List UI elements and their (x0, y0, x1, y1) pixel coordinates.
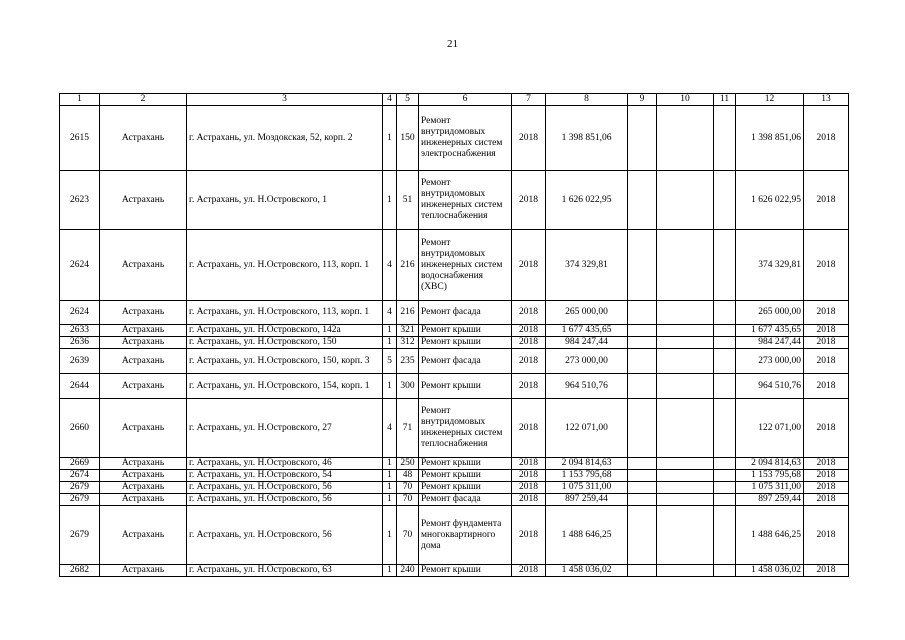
cell-col-10 (657, 301, 714, 325)
cell-year-start: 2018 (512, 325, 546, 337)
cell-number: 2660 (60, 399, 100, 458)
cell-year-end: 2018 (804, 470, 849, 482)
cell-work-type: Ремонт крыши (419, 458, 512, 470)
cell-locality: Астрахань (100, 458, 187, 470)
cell-col-11 (714, 230, 736, 301)
column-header: 7 (512, 94, 546, 106)
cell-units: 321 (397, 325, 419, 337)
cell-col-9 (628, 506, 657, 565)
cell-address: г. Астрахань, ул. Н.Островского, 56 (187, 482, 383, 494)
cell-cost-total: 122 071,00 (546, 399, 628, 458)
cell-col-9 (628, 230, 657, 301)
register-table (59, 93, 849, 577)
cell-floors: 1 (383, 106, 397, 171)
cell-cost-total: 1 677 435,65 (546, 325, 628, 337)
cell-year-end: 2018 (804, 349, 849, 374)
cell-cost-total: 273 000,00 (546, 349, 628, 374)
cell-locality: Астрахань (100, 349, 187, 374)
cell-number: 2679 (60, 494, 100, 506)
column-header: 10 (657, 94, 714, 106)
cell-cost-fund: 2 094 814,63 (736, 458, 804, 470)
cell-col-11 (714, 106, 736, 171)
cell-col-9 (628, 399, 657, 458)
cell-floors: 4 (383, 399, 397, 458)
cell-locality: Астрахань (100, 301, 187, 325)
cell-col-10 (657, 494, 714, 506)
cell-work-type: Ремонт крыши (419, 337, 512, 349)
cell-col-11 (714, 171, 736, 230)
cell-units: 70 (397, 482, 419, 494)
cell-address: г. Астрахань, ул. Н.Островского, 113, корп. 1 (187, 230, 383, 301)
cell-col-9 (628, 106, 657, 171)
column-header: 8 (546, 94, 628, 106)
table-row (60, 301, 849, 325)
cell-units: 70 (397, 506, 419, 565)
cell-year-end: 2018 (804, 494, 849, 506)
cell-locality: Астрахань (100, 106, 187, 171)
cell-work-type: Ремонт внутридомовых инженерных систем электроснабжения (419, 106, 512, 171)
cell-year-start: 2018 (512, 458, 546, 470)
cell-col-9 (628, 470, 657, 482)
cell-work-type: Ремонт фасада (419, 494, 512, 506)
cell-col-9 (628, 494, 657, 506)
cell-col-9 (628, 565, 657, 577)
cell-floors: 5 (383, 349, 397, 374)
cell-units: 240 (397, 565, 419, 577)
cell-col-11 (714, 494, 736, 506)
cell-col-9 (628, 171, 657, 230)
cell-col-10 (657, 399, 714, 458)
cell-col-11 (714, 506, 736, 565)
cell-year-start: 2018 (512, 106, 546, 171)
table-row (60, 337, 849, 349)
cell-floors: 1 (383, 506, 397, 565)
cell-year-end: 2018 (804, 374, 849, 399)
cell-floors: 1 (383, 374, 397, 399)
cell-address: г. Астрахань, ул. Н.Островского, 46 (187, 458, 383, 470)
cell-col-11 (714, 301, 736, 325)
cell-cost-fund: 1 458 036,02 (736, 565, 804, 577)
cell-col-10 (657, 349, 714, 374)
table-row (60, 230, 849, 301)
cell-year-start: 2018 (512, 399, 546, 458)
cell-address: г. Астрахань, ул. Н.Островского, 150, корп. 3 (187, 349, 383, 374)
cell-year-start: 2018 (512, 470, 546, 482)
table-row (60, 565, 849, 577)
cell-units: 150 (397, 106, 419, 171)
cell-address: г. Астрахань, ул. Н.Островского, 56 (187, 506, 383, 565)
cell-year-start: 2018 (512, 230, 546, 301)
cell-floors: 4 (383, 230, 397, 301)
cell-year-end: 2018 (804, 230, 849, 301)
cell-cost-total: 1 075 311,00 (546, 482, 628, 494)
cell-address: г. Астрахань, ул. Н.Островского, 1 (187, 171, 383, 230)
cell-cost-total: 1 153 795,68 (546, 470, 628, 482)
cell-col-10 (657, 374, 714, 399)
cell-units: 70 (397, 494, 419, 506)
cell-address: г. Астрахань, ул. Н.Островского, 63 (187, 565, 383, 577)
cell-address: г. Астрахань, ул. Н.Островского, 56 (187, 494, 383, 506)
cell-year-end: 2018 (804, 565, 849, 577)
page-number: 21 (447, 38, 458, 50)
cell-cost-fund: 1 075 311,00 (736, 482, 804, 494)
cell-col-11 (714, 337, 736, 349)
cell-floors: 1 (383, 494, 397, 506)
cell-number: 2623 (60, 171, 100, 230)
cell-number: 2639 (60, 349, 100, 374)
cell-number: 2624 (60, 301, 100, 325)
cell-locality: Астрахань (100, 230, 187, 301)
cell-col-11 (714, 374, 736, 399)
cell-cost-total: 897 259,44 (546, 494, 628, 506)
cell-col-11 (714, 325, 736, 337)
cell-number: 2615 (60, 106, 100, 171)
cell-col-11 (714, 399, 736, 458)
cell-number: 2636 (60, 337, 100, 349)
cell-work-type: Ремонт крыши (419, 482, 512, 494)
cell-col-10 (657, 171, 714, 230)
cell-cost-fund: 1 626 022,95 (736, 171, 804, 230)
cell-col-10 (657, 506, 714, 565)
cell-work-type: Ремонт фундамента многоквартирного дома (419, 506, 512, 565)
cell-col-11 (714, 458, 736, 470)
cell-col-11 (714, 349, 736, 374)
cell-col-10 (657, 106, 714, 171)
cell-year-start: 2018 (512, 506, 546, 565)
cell-address: г. Астрахань, ул. Н.Островского, 27 (187, 399, 383, 458)
cell-units: 48 (397, 470, 419, 482)
cell-cost-fund: 1 398 851,06 (736, 106, 804, 171)
cell-floors: 1 (383, 325, 397, 337)
cell-locality: Астрахань (100, 494, 187, 506)
cell-work-type: Ремонт крыши (419, 374, 512, 399)
cell-col-10 (657, 565, 714, 577)
column-header: 2 (100, 94, 187, 106)
cell-locality: Астрахань (100, 506, 187, 565)
cell-address: г. Астрахань, ул. Моздокская, 52, корп. 2 (187, 106, 383, 171)
cell-year-end: 2018 (804, 171, 849, 230)
cell-floors: 1 (383, 565, 397, 577)
cell-address: г. Астрахань, ул. Н.Островского, 150 (187, 337, 383, 349)
cell-year-end: 2018 (804, 337, 849, 349)
cell-year-start: 2018 (512, 301, 546, 325)
cell-col-10 (657, 458, 714, 470)
table-row (60, 106, 849, 171)
cell-units: 51 (397, 171, 419, 230)
cell-cost-total: 1 458 036,02 (546, 565, 628, 577)
table-row (60, 171, 849, 230)
cell-col-11 (714, 482, 736, 494)
table-row (60, 349, 849, 374)
table-row (60, 399, 849, 458)
cell-cost-fund: 1 677 435,65 (736, 325, 804, 337)
column-header: 3 (187, 94, 383, 106)
table-row (60, 494, 849, 506)
cell-number: 2679 (60, 506, 100, 565)
cell-col-9 (628, 349, 657, 374)
table-row (60, 506, 849, 565)
cell-year-start: 2018 (512, 374, 546, 399)
cell-col-9 (628, 325, 657, 337)
table-row (60, 374, 849, 399)
cell-locality: Астрахань (100, 470, 187, 482)
cell-cost-fund: 374 329,81 (736, 230, 804, 301)
cell-year-start: 2018 (512, 565, 546, 577)
cell-address: г. Астрахань, ул. Н.Островского, 113, корп. 1 (187, 301, 383, 325)
cell-cost-total: 2 094 814,63 (546, 458, 628, 470)
cell-cost-fund: 273 000,00 (736, 349, 804, 374)
cell-work-type: Ремонт внутридомовых инженерных систем теплоснабжения (419, 171, 512, 230)
cell-year-end: 2018 (804, 399, 849, 458)
cell-cost-total: 1 626 022,95 (546, 171, 628, 230)
cell-col-11 (714, 565, 736, 577)
column-header: 1 (60, 94, 100, 106)
cell-floors: 1 (383, 458, 397, 470)
cell-locality: Астрахань (100, 325, 187, 337)
column-header: 9 (628, 94, 657, 106)
cell-cost-total: 984 247,44 (546, 337, 628, 349)
column-header: 5 (397, 94, 419, 106)
table-row (60, 470, 849, 482)
cell-col-10 (657, 337, 714, 349)
cell-number: 2633 (60, 325, 100, 337)
cell-locality: Астрахань (100, 482, 187, 494)
cell-year-end: 2018 (804, 482, 849, 494)
cell-col-9 (628, 458, 657, 470)
cell-year-end: 2018 (804, 458, 849, 470)
cell-col-10 (657, 482, 714, 494)
cell-cost-fund: 964 510,76 (736, 374, 804, 399)
cell-cost-fund: 897 259,44 (736, 494, 804, 506)
cell-work-type: Ремонт фасада (419, 301, 512, 325)
cell-locality: Астрахань (100, 565, 187, 577)
cell-number: 2624 (60, 230, 100, 301)
cell-col-9 (628, 482, 657, 494)
cell-locality: Астрахань (100, 171, 187, 230)
cell-floors: 1 (383, 171, 397, 230)
cell-col-10 (657, 325, 714, 337)
cell-year-end: 2018 (804, 106, 849, 171)
header-row (60, 94, 849, 106)
cell-cost-fund: 265 000,00 (736, 301, 804, 325)
cell-year-start: 2018 (512, 349, 546, 374)
cell-floors: 1 (383, 470, 397, 482)
cell-col-9 (628, 301, 657, 325)
cell-cost-fund: 122 071,00 (736, 399, 804, 458)
cell-work-type: Ремонт внутридомовых инженерных систем водоснабжения (ХВС) (419, 230, 512, 301)
cell-col-9 (628, 374, 657, 399)
cell-floors: 1 (383, 337, 397, 349)
cell-number: 2644 (60, 374, 100, 399)
cell-cost-fund: 984 247,44 (736, 337, 804, 349)
cell-cost-total: 1 488 646,25 (546, 506, 628, 565)
cell-address: г. Астрахань, ул. Н.Островского, 142а (187, 325, 383, 337)
cell-work-type: Ремонт крыши (419, 565, 512, 577)
cell-floors: 4 (383, 301, 397, 325)
cell-units: 216 (397, 301, 419, 325)
cell-year-end: 2018 (804, 325, 849, 337)
cell-locality: Астрахань (100, 374, 187, 399)
cell-year-start: 2018 (512, 482, 546, 494)
cell-cost-total: 265 000,00 (546, 301, 628, 325)
cell-number: 2669 (60, 458, 100, 470)
table-row (60, 482, 849, 494)
cell-cost-fund: 1 488 646,25 (736, 506, 804, 565)
cell-units: 235 (397, 349, 419, 374)
cell-cost-total: 374 329,81 (546, 230, 628, 301)
column-header: 4 (383, 94, 397, 106)
cell-number: 2682 (60, 565, 100, 577)
cell-units: 250 (397, 458, 419, 470)
cell-cost-fund: 1 153 795,68 (736, 470, 804, 482)
cell-units: 71 (397, 399, 419, 458)
cell-number: 2674 (60, 470, 100, 482)
cell-work-type: Ремонт крыши (419, 325, 512, 337)
cell-year-start: 2018 (512, 494, 546, 506)
table-row (60, 325, 849, 337)
cell-units: 300 (397, 374, 419, 399)
cell-year-end: 2018 (804, 506, 849, 565)
column-header: 13 (804, 94, 849, 106)
cell-year-end: 2018 (804, 301, 849, 325)
cell-address: г. Астрахань, ул. Н.Островского, 54 (187, 470, 383, 482)
cell-address: г. Астрахань, ул. Н.Островского, 154, корп. 1 (187, 374, 383, 399)
cell-units: 216 (397, 230, 419, 301)
cell-number: 2679 (60, 482, 100, 494)
cell-cost-total: 964 510,76 (546, 374, 628, 399)
table-row (60, 458, 849, 470)
cell-locality: Астрахань (100, 337, 187, 349)
cell-year-start: 2018 (512, 171, 546, 230)
cell-work-type: Ремонт внутридомовых инженерных систем теплоснабжения (419, 399, 512, 458)
cell-col-9 (628, 337, 657, 349)
column-header: 11 (714, 94, 736, 106)
cell-work-type: Ремонт крыши (419, 470, 512, 482)
column-header: 12 (736, 94, 804, 106)
cell-cost-total: 1 398 851,06 (546, 106, 628, 171)
cell-col-10 (657, 230, 714, 301)
column-header: 6 (419, 94, 512, 106)
cell-year-start: 2018 (512, 337, 546, 349)
cell-units: 312 (397, 337, 419, 349)
cell-col-10 (657, 470, 714, 482)
cell-locality: Астрахань (100, 399, 187, 458)
cell-work-type: Ремонт фасада (419, 349, 512, 374)
cell-floors: 1 (383, 482, 397, 494)
cell-col-11 (714, 470, 736, 482)
